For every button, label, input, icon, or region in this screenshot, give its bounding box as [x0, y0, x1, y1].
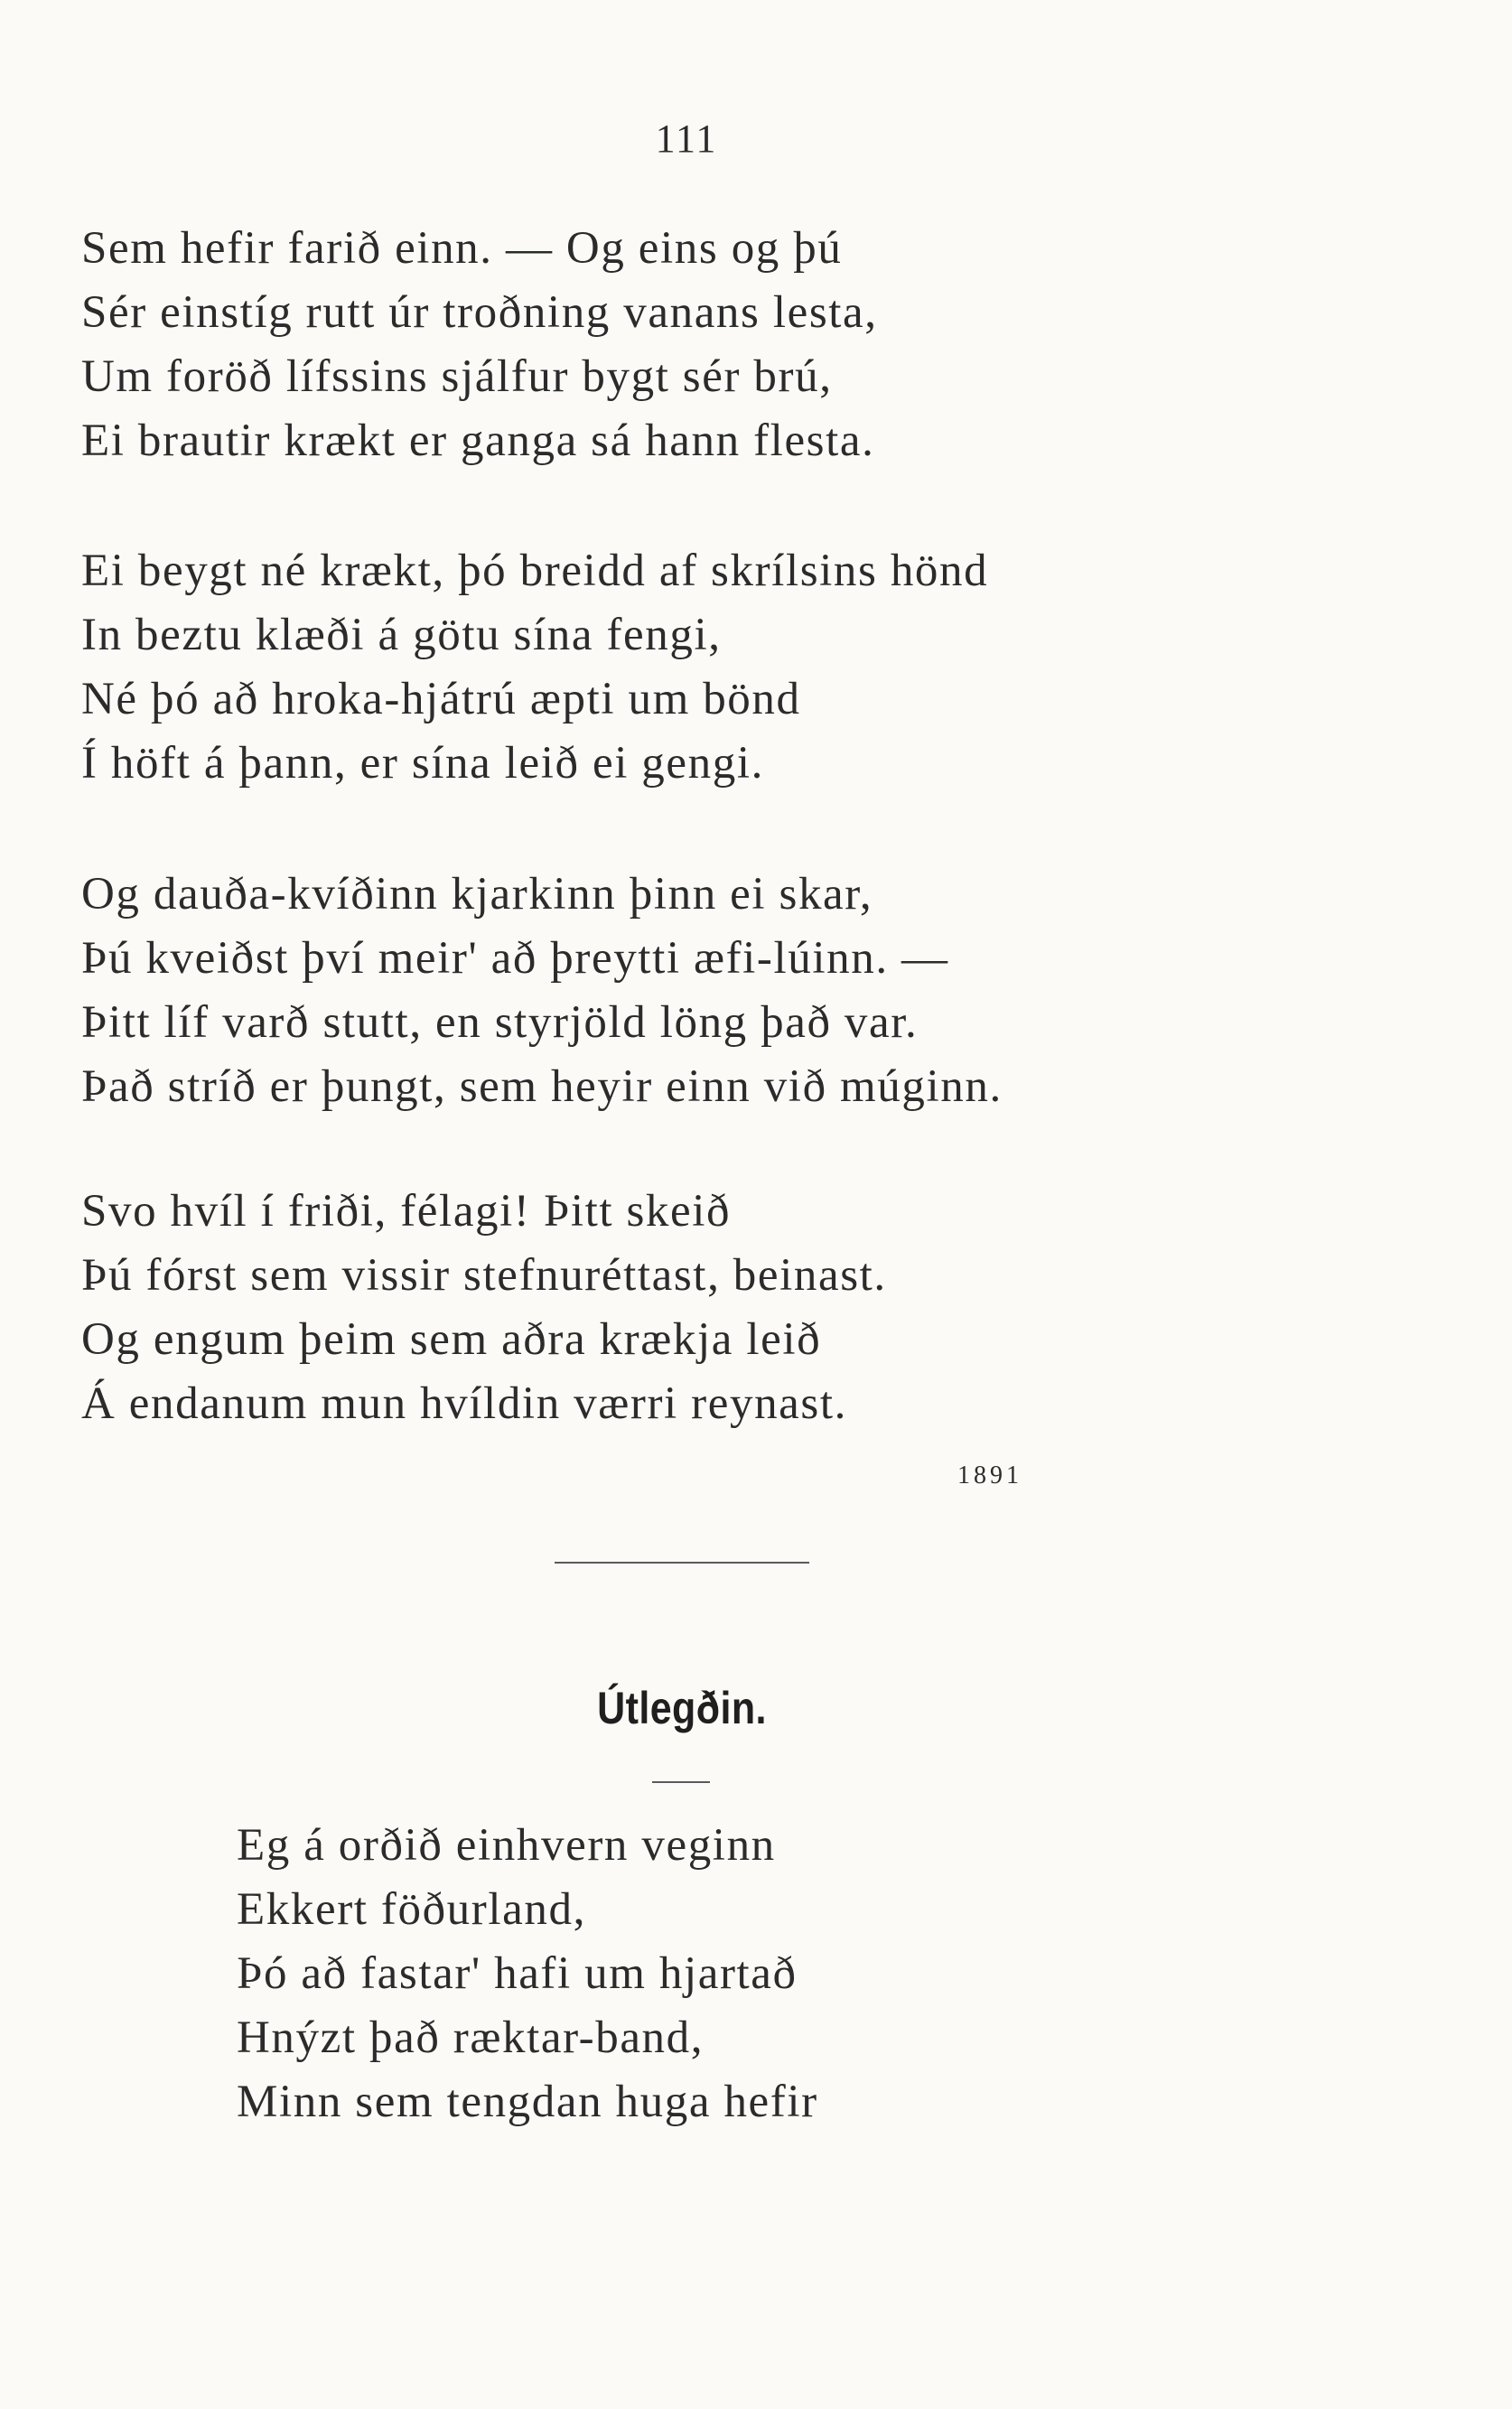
verse-line: Minn sem tengdan huga hefir — [237, 2077, 818, 2127]
verse-line: Svo hvíl í friði, félagi! Þitt skeið — [81, 1186, 732, 1237]
verse-line: Ei brautir krækt er ganga sá hann flesta. — [81, 416, 875, 466]
verse-line: Um foröð lífssins sjálfur bygt sér brú, — [81, 351, 833, 402]
verse-line: Né þó að hroka-hjátrú æpti um bönd — [81, 674, 801, 724]
stanza-5 — [237, 1814, 818, 2134]
stanza-3 — [81, 863, 1003, 1119]
verse-line: In beztu klæði á götu sína fengi, — [81, 610, 722, 660]
verse-line: Ei beygt né krækt, þó breidd af skrílsins hönd — [81, 546, 989, 596]
verse-line: Þó að fastar' hafi um hjartað — [237, 1948, 798, 1999]
verse-line: Þitt líf varð stutt, en styrjöld löng það var. — [81, 997, 919, 1048]
verse-line: Ekkert föðurland, — [237, 1884, 586, 1935]
stanza-1 — [81, 217, 878, 473]
verse-line: Sem hefir farið einn. — Og eins og þú — [81, 223, 843, 274]
verse-line: Hnýzt það ræktar-band, — [237, 2012, 705, 2063]
verse-line: Á endanum mun hvíldin værri reynast. — [81, 1378, 847, 1429]
verse-line: Og dauða-kvíðinn kjarkinn þinn ei skar, — [81, 869, 873, 920]
page-number: 111 — [655, 117, 718, 161]
verse-line: Þú fórst sem vissir stefnuréttast, beinast. — [81, 1250, 887, 1301]
verse-line: Og engum þeim sem aðra krækja leið — [81, 1314, 822, 1365]
stanza-4 — [81, 1180, 887, 1436]
verse-line: Það stríð er þungt, sem heyir einn við múginn. — [81, 1061, 1003, 1112]
poem-year: 1891 — [957, 1461, 1022, 1489]
verse-line: Eg á orðið einhvern veginn — [237, 1820, 776, 1871]
stanza-2 — [81, 539, 988, 796]
verse-line: Þú kveiðst því meir' að þreytti æfi-lúinn. — — [81, 933, 949, 984]
section-divider — [555, 1562, 809, 1564]
verse-line: Sér einstíg rutt úr troðning vanans lesta, — [81, 287, 878, 338]
title-divider — [652, 1781, 710, 1783]
verse-line: Í höft á þann, er sína leið ei gengi. — [81, 738, 764, 789]
poem-title: Útlegðin. — [597, 1683, 767, 1733]
